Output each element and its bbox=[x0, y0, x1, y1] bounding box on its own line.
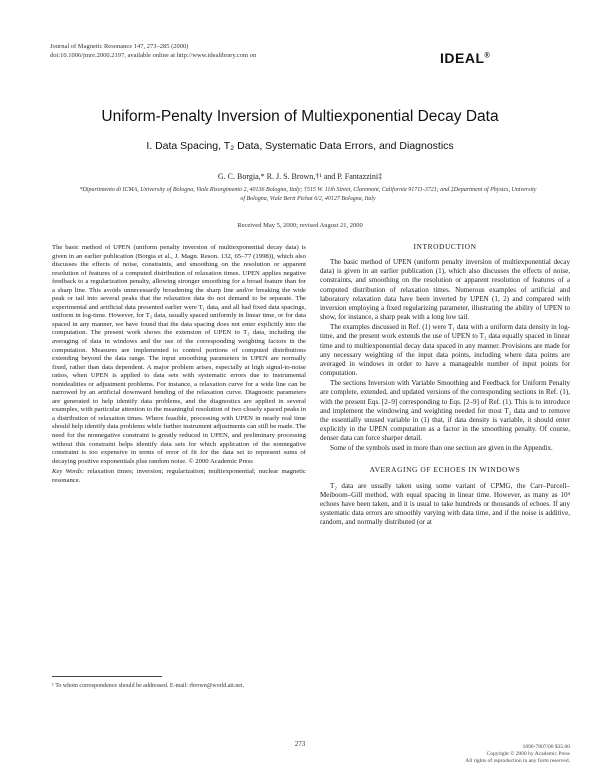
intro-paragraph-1: The basic method of UPEN (uniform penalty inversion of multiexponential decay data) is given in an earlier publication (1), which also discusses the effects of noise, constraints, and smoothing on the resolution or apparent resolution of features of a computed distribution of relaxation times. Numerous examples of artificial and laboratory relaxation data have been inverted by UPEN (1, 2) and compared with inversion employing a fixed regularizing parameter, illustrating the ability of UPEN to show, for instance, a sharp peak with a long low tail. bbox=[320, 258, 570, 322]
paper-subtitle: I. Data Spacing, T₂ Data, Systematic Data Errors, and Diagnostics bbox=[146, 140, 454, 152]
journal-citation bbox=[50, 42, 430, 60]
issn: 1090-7807/00 $35.00 bbox=[522, 744, 570, 750]
ideal-logo: IDEAL® bbox=[440, 50, 491, 66]
footnote-divider bbox=[52, 676, 162, 677]
copyright-line-1: Copyright © 2000 by Academic Press bbox=[486, 751, 570, 757]
journal-line-2: doi:10.1006/jmre.2000.2197, available online at http://www.idealibrary.com on bbox=[50, 52, 257, 59]
paper-title: Uniform-Penalty Inversion of Multiexponential Decay Data bbox=[101, 108, 499, 125]
footnote: ¹ To whom correspondence should be addressed. E-mail: rbrown@world.att.net. bbox=[52, 683, 245, 689]
abstract bbox=[52, 244, 306, 485]
intro-paragraph-4: Some of the symbols used in more than one section are given in the Appendix. bbox=[330, 444, 553, 453]
copyright-block bbox=[420, 744, 570, 765]
abstract-copyright: © 2000 Academic Press bbox=[188, 457, 253, 465]
right-column bbox=[320, 240, 570, 528]
copyright-line-2: All rights of reproduction in any form reserved. bbox=[465, 758, 570, 764]
affiliations: *Dipartimento di ICMA, University of Bologna, Viale Risorgimento 2, 40136 Bologna, Italy; †515 W. 11th Street, Claremont, California 91711-3721; and ‡Department of Physics, University of Bologna, Viale Berti Pichat 6/2, 40127 Bologna, Italy bbox=[79, 187, 537, 202]
introduction-heading: INTRODUCTION bbox=[413, 242, 477, 251]
keywords bbox=[52, 468, 306, 485]
page-number: 273 bbox=[294, 740, 306, 748]
received-dates: Received May 5, 2000; revised August 21, 2000 bbox=[237, 222, 363, 229]
keywords-label: Key Words: bbox=[52, 468, 85, 476]
averaging-heading: AVERAGING OF ECHOES IN WINDOWS bbox=[369, 465, 521, 475]
ideal-logo-text: IDEAL bbox=[440, 50, 485, 66]
averaging-paragraph: T₂ data are usually taken using some variant of CPMG, the Carr–Purcell–Meiboom–Gill method, with equal spacing in linear time. However, as many as 10⁴ echoes have been taken, and it is usual to take hundreds or thousands of echoes. If any systematic data errors are smoothly varying with data time, and if the noise is additive, random, and normally distributed (or at bbox=[320, 481, 570, 527]
intro-paragraph-2: The examples discussed in Ref. (1) were T₁ data with a uniform data density in log-time, and the present work extends the use of UPEN to T₂ data equally spaced in linear time and to multiexponential decay data spaced in any manner. Provisions are made for any necessary weighting of the input data points, including where data points are averaged in windows in order to have a manageable number of input points for computation. bbox=[320, 323, 570, 378]
journal-line-1: Journal of Magnetic Resonance 147, 273–285 (2000) bbox=[50, 43, 189, 50]
keywords-list: relaxation times; inversion; regularization; multiexponential; nuclear magnetic resonance. bbox=[52, 468, 306, 484]
intro-paragraph-3: The sections Inversion with Variable Smoothing and Feedback for Uniform Penalty are complete, extended, and updated versions of the corresponding sections in Ref. (1), with the present Eqs. [2–9] corresponding to Eqs. [2–9] of Ref. (1). This is to introduce and implement the windowing and weighting needed for most T₂ data and to remove the essentially unused variable in (1) that, if data density is variable, it should enter explicitly in the UPEN computation as a factor in the smoothing penalty. Of course, denser data can force sharper detail. bbox=[320, 379, 570, 443]
author-list: G. C. Borgia,* R. J. S. Brown,†¹ and P. Fantazzini‡ bbox=[217, 172, 383, 181]
abstract-text: The basic method of UPEN (uniform penalty inversion of multiexponential decay data) is given in an earlier publication (Borgia et al., J. Magn. Reson. 132, 65–77 (1998)), which also discusses the effects of noise, constraints, and smoothing on the resolution or apparent resolution of features of a computed distribution of relaxation times. UPEN applies negative feedback to a regularization penalty, allowing stronger smoothing for a broad feature than for a sharp line. This avoids unnecessarily broadening the sharp line and/or breaking the wide peak or tail into several peaks that the relaxation data do not demand to be separate. The experimental and artificial data presented earlier were T₁ data, and all had fixed data spacings, uniform in log-time. However, for T₂ data, usually spaced uniformly in linear time, or for data spaced in any manner, we have found that the data spacing does not enter explicitly into the computation. The present work shows the extension of UPEN to T₂ data, including the averaging of data in windows and the use of the corresponding weighting factors in the computation. Measures are implemented to control portions of computed distributions extending beyond the data range. The input smoothing parameters in UPEN are normally fixed, rather than data dependent. A major problem arises, especially at high signal-to-noise ratios, when UPEN is applied to data sets with systematic errors due to instrumental nonidealities or adjustment problems. For instance, a relaxation curve for a wide line can be narrowed by an artificial downward bending of the relaxation curve. Diagnostic parameters are generated to help identify data problems, and the diagnostics are applied in several examples, with particular attention to the meaningful resolution of two closely spaced peaks in a distribution of relaxation times. Where feasible, processing with UPEN in nearly real time should help identify data problems while further instrument adjustments can still be made. The need for the nonnegative constraint is greatly reduced in UPEN, and preliminary processing without this constraint helps identify data sets for which application of the nonnegative constraint is too expensive in terms of error of fit for the data set to represent sums of decaying positive exponentials plus random noise. © 2000 Academic Press bbox=[52, 244, 306, 465]
